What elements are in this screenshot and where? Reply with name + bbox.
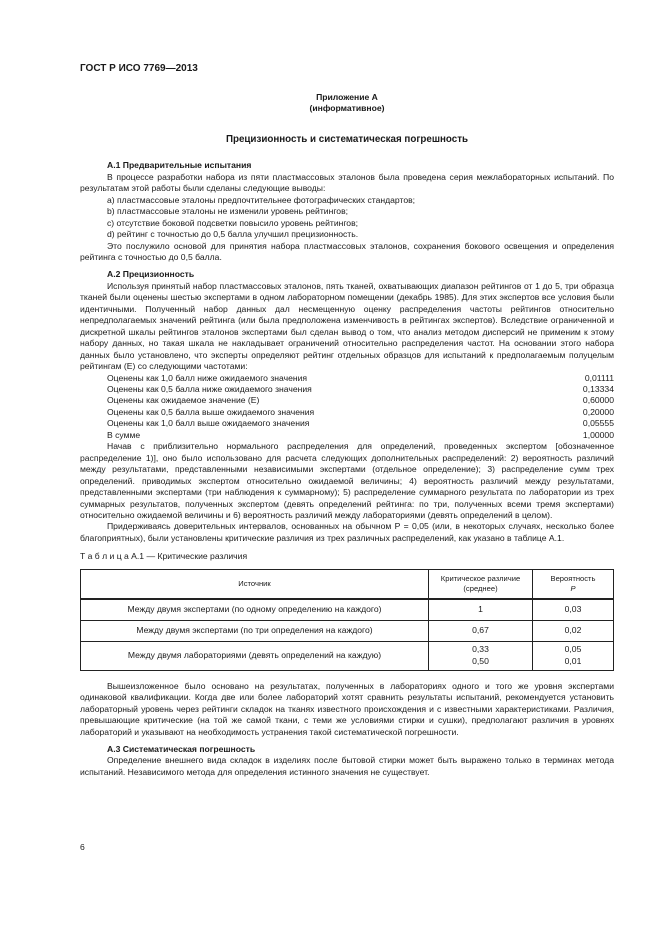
frequency-row [80, 407, 614, 418]
frequency-row [80, 373, 614, 384]
table-header-row [81, 569, 614, 599]
header-critical-difference: Критическое различие (среднее) [429, 569, 533, 599]
a1-item-a: а) пластмассовые эталоны предпочтительнее фотографических стандартов; [107, 194, 416, 205]
table-row [81, 599, 614, 621]
header-source: Источник [81, 569, 429, 599]
appendix-subtitle: (информативное) [309, 103, 385, 114]
critical-differences-table [80, 569, 614, 671]
frequency-label: Оценены как ожидаемое значение (Е) [107, 395, 260, 406]
a1-item-c: c) отсутствие боковой подсветки повысило уровень рейтингов; [107, 217, 359, 228]
frequency-row [80, 395, 614, 406]
frequency-value: 0,05555 [582, 418, 614, 429]
a2-paragraph-1: Используя принятый набор пластмассовых эталонов, пять тканей, охватывающих диапазон рейтингов от 1 до 5, три образца тканей были оценены шестью экспертами в одном лабораторном помещении (декабрь 1985). Для этих экспертов все условия были идентичными. Полученный набор данных дал несмещенную оценку распределения частоты рейтингов относительно непредполагаемых значений рейтинга (или была предположена изменчивость в рейтингах экспертов). Вследствие ограниченной и дискретной шкалы рейтингов эталонов экспертами был сделан вывод о том, что анализ методом дисперсий не применим к этому набору данных, но такая шкала не накладывает ограничений относительно распределения частот. На основании этого набора данных было установлено, что эксперты определяют рейтинг отдельных образцов для испытаний к предполагаемым полуцелым рейтингам (Е) со следующими частотами: [80, 280, 614, 372]
cell-probability: 0,03 [533, 599, 614, 621]
table-row [81, 620, 614, 641]
frequency-value: 0,60000 [582, 395, 614, 406]
a1-item-b: b) пластмассовые эталоны не изменили уровень рейтингов; [107, 206, 349, 217]
table-row [81, 641, 614, 670]
section-a2-heading: А.2 Прецизионность [107, 269, 195, 280]
section-a3-heading: А.3 Систематическая погрешность [107, 744, 256, 755]
frequency-value: 0,13334 [582, 383, 614, 394]
cell-probability-value-1: 0,05 [564, 644, 582, 655]
page-number: 6 [80, 842, 85, 852]
frequency-value: 1,00000 [582, 429, 614, 440]
frequency-row [80, 384, 614, 395]
frequency-label: В сумме [107, 429, 141, 440]
section-a1-heading: А.1 Предварительные испытания [107, 160, 252, 171]
cell-probability [533, 641, 614, 670]
frequency-label: Оценены как 1,0 балл ниже ожидаемого значения [107, 372, 308, 383]
cell-source: Между двумя экспертами (по одному определению на каждого) [81, 599, 429, 621]
cell-source: Между двумя лабораториями (девять определений на каждую) [81, 641, 429, 670]
a3-paragraph: Определение внешнего вида складок в изделиях после бытовой стирки может быть выражено только в терминах метода испытаний. Независимого метода для определения истинного значения не существует. [80, 755, 614, 777]
frequency-row [80, 418, 614, 429]
cell-difference: 1 [429, 599, 533, 621]
a2-paragraph-3: Придерживаясь доверительных интервалов, основанных на обычном P = 0,05 (или, в некоторых случаях, несколько более благоприятных), были установлены критические различия из трех различных распределений, как указано в таблице А.1. [80, 521, 614, 543]
header-probability [533, 569, 614, 599]
a1-item-d: d) рейтинг с точностью до 0,5 балла улучшил прецизионность. [107, 229, 359, 240]
cell-probability-value-2: 0,01 [564, 655, 582, 666]
main-title: Прецизионность и систематическая погрешность [225, 133, 469, 145]
cell-probability: 0,02 [533, 620, 614, 641]
document-body [80, 92, 614, 778]
a1-conclusion: Это послужило основой для принятия набора пластмассовых эталонов, сохранения бокового освещения и определения рейтинга с точностью до 0,5 балла. [80, 240, 614, 262]
frequency-value: 0,01111 [584, 372, 614, 383]
frequency-value: 0,20000 [582, 406, 614, 417]
frequency-list [80, 373, 614, 442]
document-header: ГОСТ Р ИСО 7769—2013 [80, 63, 198, 74]
frequency-label: Оценены как 1,0 балл выше ожидаемого значения [107, 418, 310, 429]
a1-intro: В процессе разработки набора из пяти пластмассовых эталонов была проведена серия межлабораторных испытаний. По результатам этой работы были сделаны следующие выводы: [80, 171, 614, 194]
cell-difference-value-2: 0,50 [472, 655, 489, 666]
frequency-label: Оценены как 0,5 балла выше ожидаемого значения [107, 406, 315, 417]
cell-difference: 0,67 [429, 620, 533, 641]
appendix-title: Приложение А [316, 92, 378, 102]
a2-paragraph-2: Начав с приблизительно нормального распределения для определений, проведенных экспертом [обозначенное распределение 1)], оно было использовано для расчета следующих дополнительных распределений: 2) вероятность различий между результатами, представленными независимыми экспертами (отдельное определение); 3) распределение сумм трех определений. приводимых экспертом относительно ожидаемой величины; 4) вероятность различий между результатами, представленными экспертами (три наблюдения к суммарному); 5) распределение суммарного результата по лаборатории из трех суммарных результатов, полученных экспертом (девять определений рейтинга: по три, полученных всеми тремя экспертами) относительно ожидаемой величины и 6) вероятность различий между лабораториями (девять определений в целом). [80, 441, 614, 520]
cell-difference [429, 641, 533, 670]
cell-source: Между двумя экспертами (по три определения на каждого) [81, 620, 429, 641]
frequency-label: Оценены как 0,5 балла ниже ожидаемого значения [107, 383, 312, 394]
cell-difference-value-1: 0,33 [472, 644, 489, 655]
header-probability-symbol: P [570, 583, 576, 593]
frequency-row [80, 430, 614, 441]
after-table-paragraph: Вышеизложенное было основано на результатах, полученных в лабораториях одного и того же уровня экспертами одинаковой квалификации. Когда две или более лабораторий хотят сравнить результаты испытаний, рекомендуется установить лабораторный уровень через рейтинги складок на тканях известного происхождения и с известными характеристиками. Различия, превышающие критические (на той же самой ткани, с теми же условиями стирки и сушки), предполагают различия в уровнях лабораторий и указывают на необходимость устранения такой систематической погрешности. [80, 680, 614, 737]
header-probability-label: Вероятность [550, 573, 596, 583]
table-caption: Т а б л и ц а А.1 — Критические различия [80, 551, 248, 562]
